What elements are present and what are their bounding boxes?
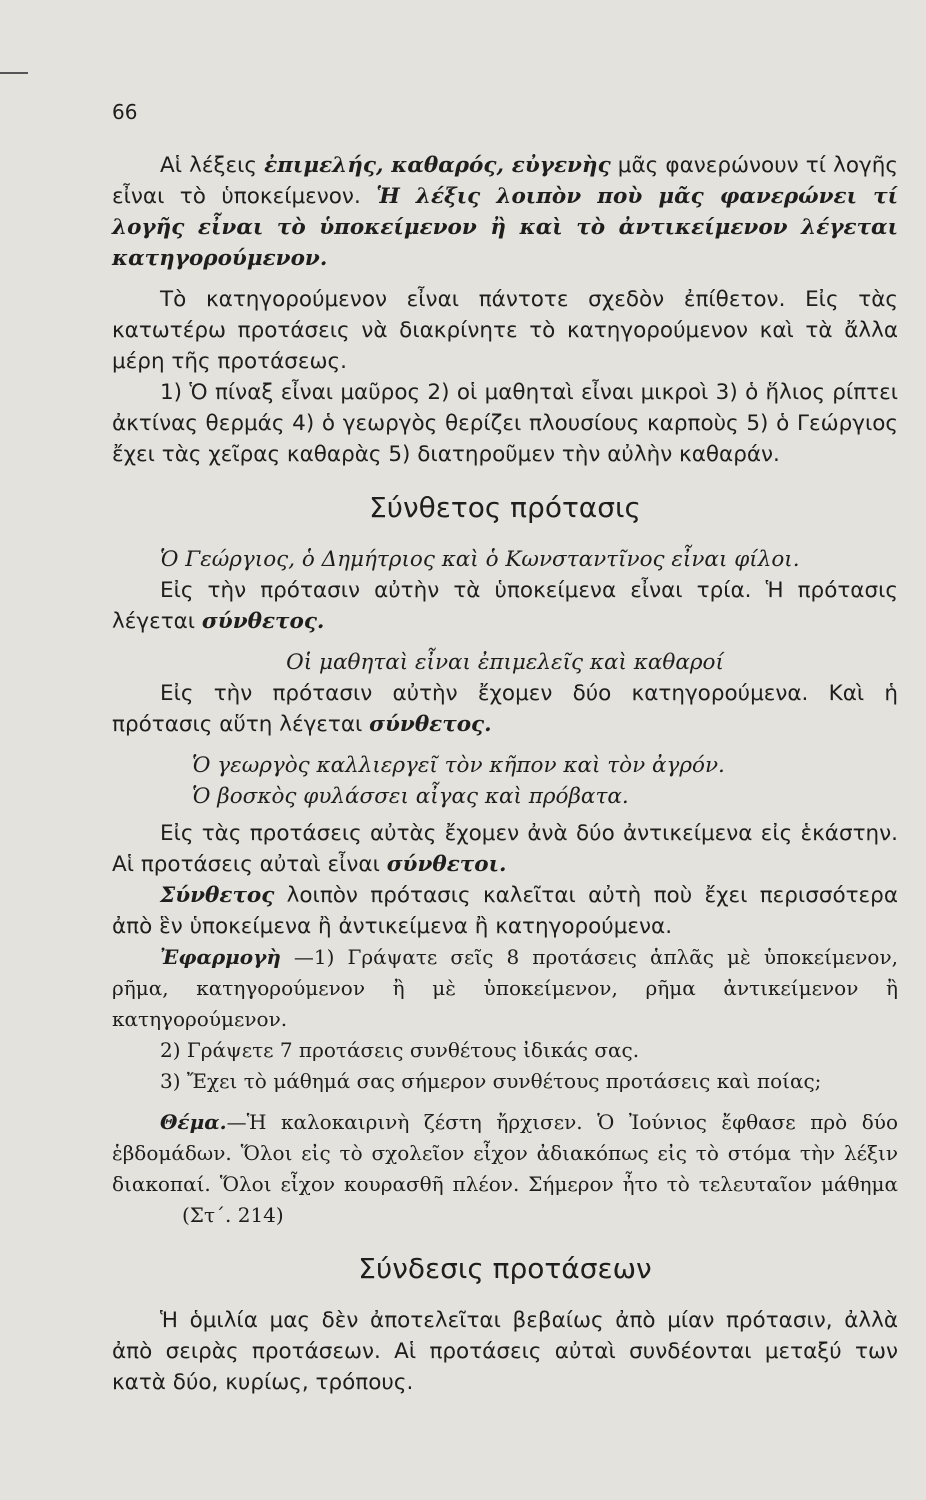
text-run: —1) Γράψατε σεῖς 8 προτάσεις ἁπλᾶς μὲ ὑποκείμενον, ρῆμα, κατηγορούμενον ἢ μὲ ὑποκείμενον, ρῆμα ἀντικείμενον ἢ κατηγορούμενον. <box>112 945 898 1031</box>
paragraph-definition <box>112 880 898 942</box>
page-number: 66 <box>112 100 138 124</box>
paragraph-exercise: 1) Ὁ πίναξ εἶναι μαῦρος 2) οἱ μαθηταὶ εἶναι μικροὶ 3) ὁ ἥλιος ρίπτει ἀκτίνας θερμάς 4) ὁ γεωργὸς θερίζει πλουσίους καρποὺς 5) ὁ Γεώργιος ἔχει τὰς χεῖρας καθαρὰς 5) διατηροῦμεν τὴν αὐλὴν καθαράν. <box>112 380 898 467</box>
paragraph-intro: Ἡ ὁμιλία μας δὲν ἀποτελεῖται βεβαίως ἀπὸ μίαν πρότασιν, ἀλλὰ ἀπὸ σειρὰς προτάσεων. Αἱ προτάσεις αὐταὶ συνδέονται μεταξύ των κατὰ δύο, κυρίως, τρόπους. <box>112 1308 898 1395</box>
emphasis: Ἐφαρμογὴ <box>160 945 281 969</box>
text-run: Εἰς τὰς προτάσεις αὐτὰς ἔχομεν ἀνὰ δύο ἀντικείμενα εἰς ἑκάστην. Αἱ προτάσεις αὐταὶ εἶναι <box>112 821 898 877</box>
theme-block <box>112 1107 898 1231</box>
text-run: Εἰς τὴν πρότασιν αὐτὴν τὰ ὑποκείμενα εἶναι τρία. Ἡ πρότασις λέγεται <box>112 578 898 634</box>
paragraph-definition <box>112 150 898 274</box>
scan-edge-mark <box>0 72 28 74</box>
exercise-item: 2) Γράψετε 7 προτάσεις συνθέτους ἰδικάς σας. <box>160 1038 640 1062</box>
text-run: Αἱ λέξεις <box>160 153 265 178</box>
example-sentence: Ὁ βοσκὸς φυλάσσει αἶγας καὶ πρόβατα. <box>192 784 629 809</box>
paragraph-explanation <box>112 818 898 880</box>
example-sentence: Οἱ μαθηταὶ εἶναι ἐπιμελεῖς καὶ καθαροί <box>286 650 724 675</box>
example-sentence: Ὁ Γεώργιος, ὁ Δημήτριος καὶ ὁ Κωνσταντῖνος εἶναι φίλοι. <box>160 547 800 572</box>
exercise-item: 3) Ἔχει τὸ μάθημά σας σήμερον συνθέτους προτάσεις καὶ ποίας; <box>160 1069 822 1093</box>
page-text <box>112 150 898 1398</box>
paragraph-instruction: Τὸ κατηγορούμενον εἶναι πάντοτε σχεδὸν ἐπίθετον. Εἰς τὰς κατωτέρω προτάσεις νὰ διακρίνητε τὸ κατηγορούμενον καὶ τὰ ἄλλα μέρη τῆς προτάσεως. <box>112 287 898 374</box>
section-heading: Σύνθετος πρότασις <box>369 491 641 524</box>
source-reference: (Στ΄. 214) <box>182 1203 284 1227</box>
text-run: Εἰς τὴν πρότασιν αὐτὴν ἔχομεν δύο κατηγορούμενα. Καὶ ἡ πρότασις αὕτη λέγεται <box>112 681 898 737</box>
text-run: λοιπὸν πρότασις καλεῖται αὐτὴ ποὺ ἔχει περισσότερα ἀπὸ ἓν ὑποκείμενα ἢ ἀντικείμενα ἢ κατηγορούμενα. <box>112 883 898 939</box>
paragraph-explanation <box>112 678 898 740</box>
text-run: —Ἡ καλοκαιρινὴ ζέστη ἤρχισεν. Ὁ Ἰούνιος ἔφθασε πρὸ δύο ἑβδομάδων. Ὅλοι εἰς τὸ σχολεῖον εἶχον ἀδιακόπως εἰς τὸ στόμα τὴν λέξιν διακοπαί. Ὅλοι εἶχον κουρασθῆ πλέον. Σήμερον ἦτο τὸ τελευταῖον μάθημα <box>112 1110 898 1196</box>
emphasis: Ἡ λέξις λοιπὸν ποὺ μᾶς φανερώνει τί λογῆς εἶναι τὸ ὑποκείμενον ἢ καὶ τὸ ἀντικείμενον λέγεται κατηγορούμενον. <box>112 184 898 271</box>
example-sentence: Ὁ γεωργὸς καλλιεργεῖ τὸν κῆπον καὶ τὸν ἀγρόν. <box>192 753 725 778</box>
emphasis: Σύνθετος <box>160 883 275 908</box>
section-heading: Σύνδεσις προτάσεων <box>358 1252 652 1285</box>
emphasis: σύνθετοι. <box>386 852 507 877</box>
emphasis: σύνθετος. <box>369 712 492 737</box>
emphasis: σύνθετος. <box>201 609 325 634</box>
exercise-block <box>112 942 898 1035</box>
paragraph-explanation <box>112 575 898 637</box>
emphasis: ἐπιμελής, καθαρός, εὐγενὴς <box>264 153 611 178</box>
text-run: μᾶς φανερώνουν τί λογῆς εἶναι τὸ ὑποκείμενον. <box>112 153 898 209</box>
emphasis: Θέμα. <box>160 1110 227 1134</box>
